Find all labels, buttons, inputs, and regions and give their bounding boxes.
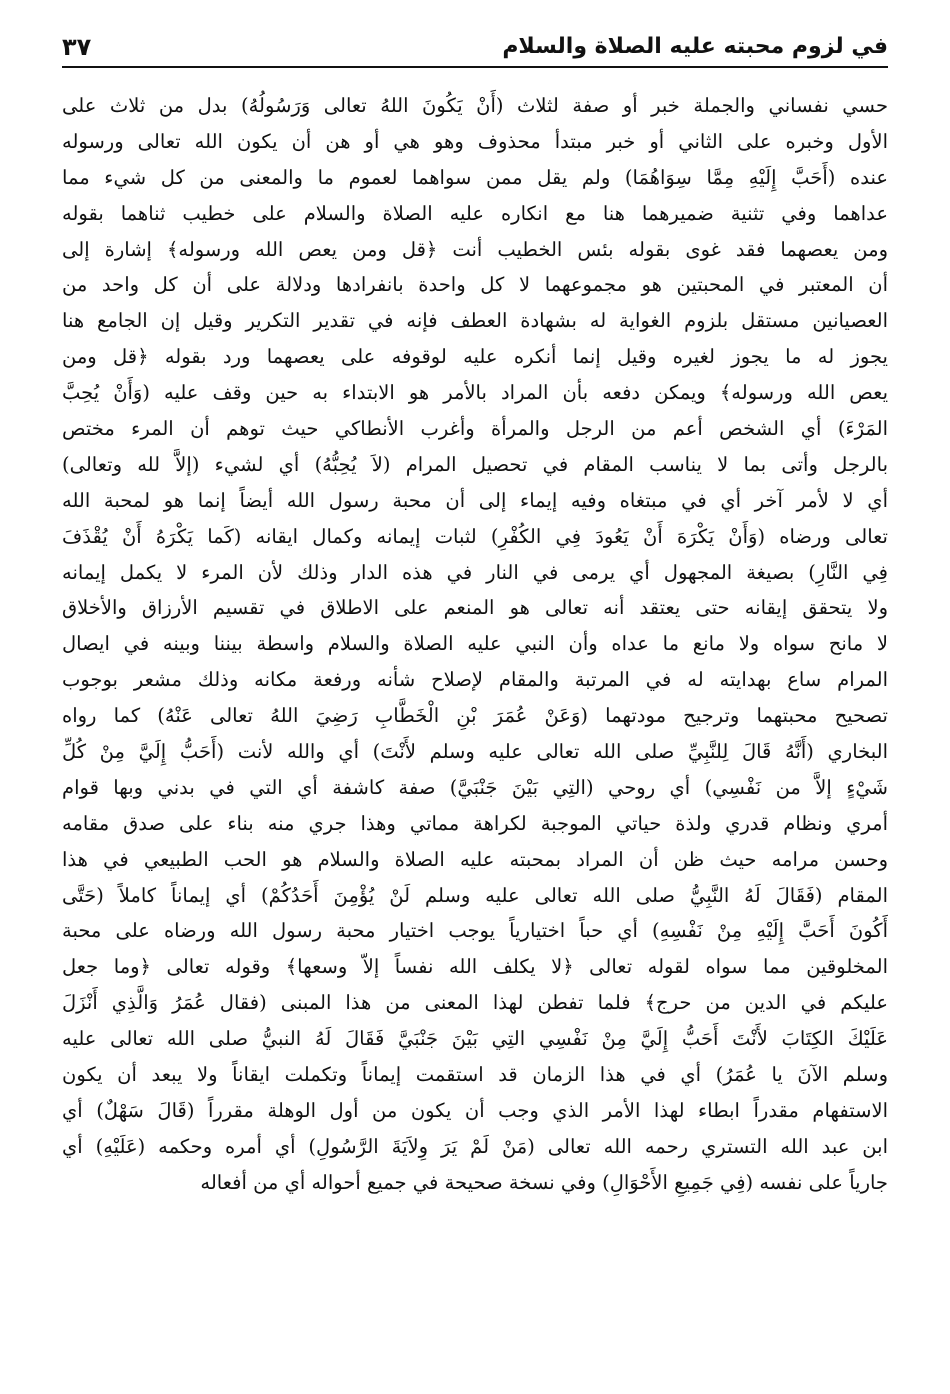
text-line: عنده (أَحَبَّ إِلَيْهِ مِمَّا سِوَاهُمَا) ولم يقل ممن سواهما لعموم ما والمعنى من كل شيء مما xyxy=(62,165,888,189)
text-line: ومن يعصهما فقد غوى بقوله بئس الخطيب أنت ﴿قل ومن يعص الله ورسوله﴾ إشارة إلى xyxy=(62,237,888,261)
text-line: وسلم الآنَ يا عُمَرُ) أي في هذا الزمان قد استقمت إيماناً وتكملت ايقاناً ولا يبعد أن يكون xyxy=(62,1063,888,1087)
text-line: بالرجل وأتى بما لا يناسب المقام في تحصيل المرام (لاَ يُحِبُّهُ) أي لشيء (إلاَّ لله وتعالى) xyxy=(62,452,888,476)
body-text xyxy=(62,88,888,1201)
text-line: الاستفهام مقدراً ابطاء لهذا الأمر الذي وجب أن يكون من أول الوهلة مقرراً (قَالَ سَهْلٌ) أي xyxy=(62,1098,888,1122)
text-line: أن المعتبر في المحبتين هو مجموعهما لا كل واحدة بانفرادها ودلالة على أن كل واحد من xyxy=(62,273,888,297)
page-header xyxy=(62,26,888,62)
text-line: البخاري (أَنَّهُ قَالَ لِلنَّبِيِّ صلى الله تعالى عليه وسلم لأَنْتَ) أي والله لأنت (أَحَبُّ إِلَيَّ مِنْ كُلِّ xyxy=(62,740,888,764)
text-line: المرام ساع بهدايته له في المرتبة والمقام لإصلاح شأنه ورفعة مكانه وذلك مشعر بوجوب xyxy=(62,668,888,692)
text-line: لا مانح سواه ولا مانع ما عداه وأن النبي عليه الصلاة والسلام واسطة بيننا وبينه في ايصال xyxy=(62,632,888,656)
text-line: وحسن مرامه حيث ظن أن المراد بمحبته عليه الصلاة والسلام هو الحب الطبيعي في هذا xyxy=(62,847,888,871)
header-rule xyxy=(62,66,888,68)
text-line: عداهما وفي تثنية ضميرهما هنا مع انكاره عليه الصلاة والسلام على خطيب ثناهما بقوله xyxy=(62,201,888,225)
text-line: يعص الله ورسوله﴾ ويمكن دفعه بأن المراد بالأمر هو الابتداء به حين وقف عليه (وَأَنْ يُحِبَّ xyxy=(62,381,888,405)
text-line: حسي نفساني والجملة خبر أو صفة لثلاث (أَنْ يَكُونَ اللهُ تعالى وَرَسُولُهُ) بدل من ثلاث على xyxy=(62,94,888,117)
text-line: ولا يتحقق إيقانه حتى يعتقد أنه تعالى هو المنعم على الاطلاق في تقسيم الأرزاق والأخلاق xyxy=(62,596,888,620)
text-line: أي لا لأمر آخر أي في مبتغاه وفيه إيماء إلى أن محبة رسول الله أيضاً إنما هو لمحبة الله xyxy=(62,488,888,512)
text-line: تصحيح محبتهما وترجيح مودتهما (وَعَنْ عُمَرَ بْنِ الْخَطَّابِ رَضِيَ اللهُ تعالى عَنْهُ) كما رواه xyxy=(62,704,888,728)
text-line: عليكم في الدين من حرج﴾ فلما تفطن لهذا المعنى من هذا المبنى (فقال عُمَرُ وَالَّذِي أَنْزَلَ xyxy=(62,991,888,1015)
page-number: ٣٧ xyxy=(62,33,92,61)
text-line: فِي النَّارِ) بصيغة المجهول أي يرمى في النار في هذه الدار وذلك لأن المرء لا يكمل إيمانه xyxy=(62,560,888,584)
text-line: المخلوقين مما سواه لقوله تعالى ﴿لا يكلف الله نفساً إلاّ وسعها﴾ وقوله تعالى ﴿وما جعل xyxy=(62,955,888,979)
running-head: في لزوم محبته عليه الصلاة والسلام xyxy=(502,34,888,59)
text-line: أَكُونَ أَحَبَّ إِلَيْهِ مِنْ نَفْسِهِ) أي حباً اختيارياً يوجب اختيار محبة رسول الله ورضاه على محبة xyxy=(62,919,888,943)
text-line: المقام (فَقَالَ لَهُ النَّبِيُّ صلى الله تعالى عليه وسلم لَنْ يُؤْمِنَ أَحَدُكُمْ) أي إيماناً كاملاً (حَتَّى xyxy=(62,883,888,907)
text-line: شَيْءٍ إلاَّ من نَفْسِي) أي روحي (التِي بَيْنَ جَنْبَيَّ) صفة كاشفة أي التي في بدني وبها قوام xyxy=(62,775,888,799)
text-line: أمري ونظام قدري ولذة حياتي الموجبة لكراهة مماتي وهذا جري منه بناء على صدق مقامه xyxy=(62,811,888,835)
text-line: ابن عبد الله التستري رحمه الله تعالى (مَنْ لَمْ يَرَ وِلاَيَةَ الرَّسُولِ) أي أمره وحكمه (عَلَيْهِ) أي xyxy=(62,1134,888,1158)
text-line: يجوز له ما يجوز لغيره وقيل إنما أنكره عليه لوقوفه على يعصهما ورد بقوله ﴿قل ومن xyxy=(62,345,888,369)
text-line: الأول وخبره على الثاني أو خبر مبتدأ محذوف وهو هي أو هن أن يكون الله تعالى ورسوله xyxy=(62,129,888,153)
text-line: عَلَيْكَ الكِتَابَ لأَنْتَ أَحَبُّ إِلَيَّ مِنْ نَفْسِي التِي بَيْنَ جَنْبَيَّ فَقَالَ لَهُ النبيُّ صلى الله تعالى عليه xyxy=(62,1027,888,1051)
text-line: العصيانين مستقل بلزوم الغواية له بشهادة العطف فإنه في تقدير التكرير وقيل إن الجامع هنا xyxy=(62,309,888,333)
text-line: المَرْءَ) أي الشخص أعم من الرجل والمرأة وأغرب الأنطاكي حيث توهم أن المرء مختص xyxy=(62,417,888,441)
text-line: جارياً على نفسه (فِي جَمِيعِ الأَحْوَالِ) وفي نسخة صحيحة في جميع أحواله أي من أفعاله xyxy=(200,1170,888,1194)
text-line: تعالى ورضاه (وَأَنْ يَكْرَهَ أَنْ يَعُودَ فِي الكُفْرِ) لثبات إيمانه وكمال ايقانه (كَما يَكْرَهُ أَنْ يُقْذَفَ xyxy=(62,524,888,548)
